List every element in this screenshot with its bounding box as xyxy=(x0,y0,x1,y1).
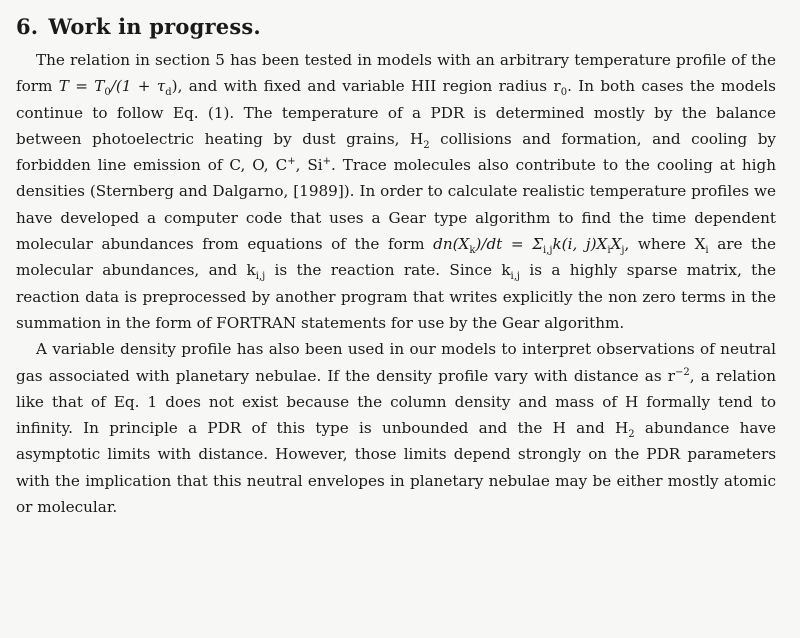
section-heading xyxy=(16,14,776,39)
section-number: 6. xyxy=(16,14,39,39)
paragraph-1: The relation in section 5 has been tested in models with an arbitrary temperature profile of the form $T = T_0/(1 + \tau_d)$, and with fixed and variable HII region radius $r_0$. In both cases the models continue to follow Eq. (1). The temperature of a PDR is determined mostly by the balance between photoelectric heating by dust grains, $H_2$ collisions and formation, and cooling by forbidden line emission of C, O, C+, Si+. Trace molecules also contribute to the cooling at high densities (Sternberg and Dalgarno, [1989]). In order to calculate realistic temperature profiles we have developed a computer code that uses a Gear type algorithm to find the time dependent molecular abundances from equations of the form $dn(X_k)/dt = \Sigma_{i,j}k(i$, $j)X_iX_j$, where $X_i$ are the molecular abundances, and $k_{i,j}$ is the reaction rate. Since $k_{i,j}$ is a highly sparse matrix, the reaction data is preprocessed by another program that writes explicitly the non zero terms in the summation in the form of FORTRAN statements for use by the Gear algorithm. xyxy=(16,51,777,332)
section-title: Work in progress. xyxy=(48,14,261,39)
paragraph-2: A variable density profile has also been used in our models to interpret observations of neutral gas associated with planetary nebulae. If the density profile vary with distance as $r^{-2}$, a relation like that of Eq. 1 does not exist because the column density and mass of H formally tend to infinity. In principle a PDR of this type is unbounded and the H and $H_2$ abundance have asymptotic limits with distance. However, those limits depend strongly on the PDR parameters with the implication that this neutral envelopes in planetary nebulae may be either mostly atomic or molecular. xyxy=(16,340,777,517)
